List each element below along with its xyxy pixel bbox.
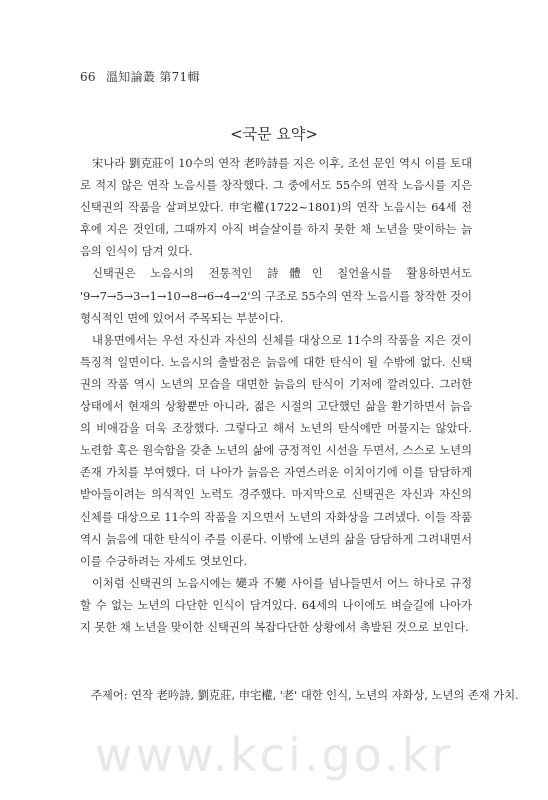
section-title: <국문 요약> xyxy=(230,125,318,143)
page-number: 66 xyxy=(80,70,96,84)
abstract-paragraph-3: 내용면에서는 우선 자신과 자신의 신체를 대상으로 11수의 작품을 지은 것이 특징적 일면이다. 노음시의 출발점은 늙음에 대한 탄식이 될 수밖에 없다. 신택권의 작품 역시 노년의 모습을 대면한 늙음의 탄식이 기저에 깔려있다. 그러한 상태에서 현재의 상황뿐만 아니라, 젊은 시절의 고단했던 삶을 환기하면서 늙음의 비애감을 더욱 조장했다. 그렇다고 해서 노년의 탄식에만 머물지는 않았다. 노련함 혹은 원숙함을 갖춘 노년의 삶에 긍정적인 시선을 두면서, 스스로 노년의 존재 가치를 부여했다. 더 나아가 늙음은 자연스러운 이치이기에 이를 담담하게 받아들이려는 의식적인 노력도 경주했다. 마지막으로 신택권은 자신과 자신의 신체를 대상으로 11수의 작품을 지으면서 노년의 자화상을 그려냈다. 이들 작품 역시 늙음에 대한 탄식이 주를 이룬다. 이밖에 노년의 삶을 담담하게 그려내면서 이를 수긍하려는 자세도 엿보인다. xyxy=(80,333,472,568)
running-header xyxy=(80,68,200,85)
abstract-paragraph-4: 이처럼 신택권의 노음시에는 變과 不變 사이를 넘나들면서 어느 하나로 규정할 수 없는 노년의 다단한 인식이 담겨있다. 64세의 나이에도 벼슬길에 나아가지 못한 채 노년을 맞이한 신택권의 복잡다단한 상황에서 촉발된 것으로 보인다. xyxy=(80,576,472,634)
watermark: www.kci.go.kr xyxy=(94,728,454,782)
abstract-body xyxy=(80,153,472,639)
journal-name: 溫知論叢 第71輯 xyxy=(106,70,200,84)
abstract-paragraph-1: 宋나라 劉克莊이 10수의 연작 老吟詩를 지은 이후, 조선 문인 역시 이를 토대로 적지 않은 연작 노음시를 창작했다. 그 중에서도 55수의 연작 노음시를 지은 신택권의 작품을 살펴보았다. 申宅權(1722~1801)의 연작 노음시는 64세 전후에 지은 것인데, 그때까지 아직 벼슬살이를 하지 못한 채 노년을 맞이하는 늙음의 인식이 담겨 있다. xyxy=(80,157,472,259)
keywords: 주제어: 연작 老吟詩, 劉克莊, 申宅權, '老' 대한 인식, 노년의 자화상, 노년의 존재 가치. xyxy=(91,689,519,702)
abstract-paragraph-2: 신택권은 노음시의 전통적인 詩體인 칠언율시를 활용하면서도 '9→7→5→3→1→10→8→6→4→2'의 구조로 55수의 연작 노음시를 창작한 것이 형식적인 면에 있어서 주목되는 부분이다. xyxy=(80,267,472,325)
